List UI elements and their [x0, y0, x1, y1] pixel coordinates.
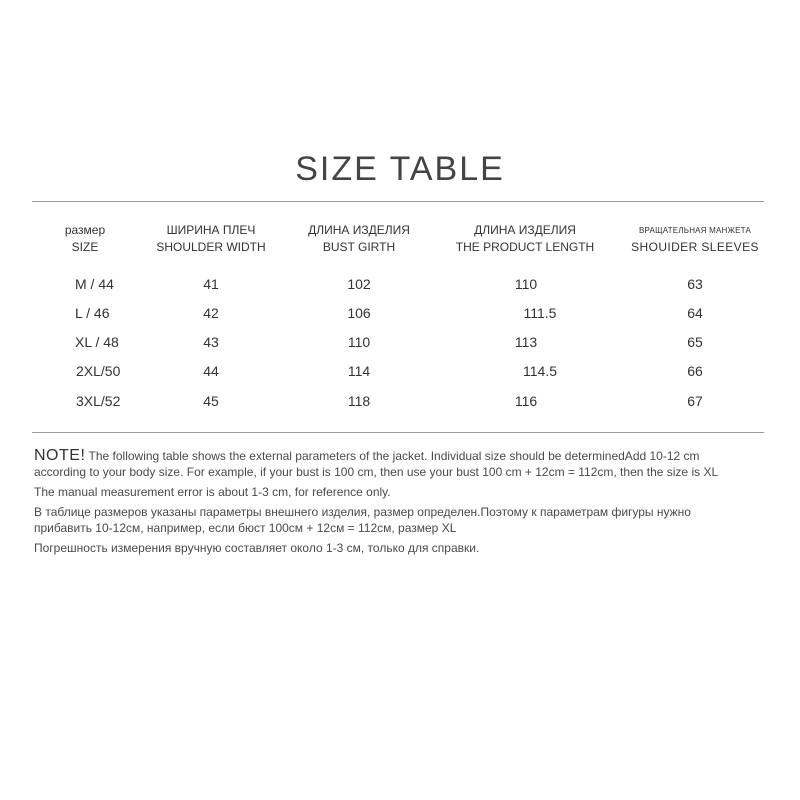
- note-ru-line-2: прибавить 10-12см, например, если бюст 100см + 12см = 112см, размер XL: [34, 521, 457, 535]
- cell-length: 110: [514, 276, 538, 292]
- header-product-length-en: THE PRODUCT LENGTH: [455, 240, 595, 254]
- cell-shoulder: 43: [203, 334, 219, 350]
- header-divider: [32, 201, 764, 202]
- size-notes: [34, 448, 770, 556]
- table-row: [0, 363, 800, 391]
- table-row: [0, 393, 800, 421]
- cell-length: 113: [514, 334, 538, 350]
- cell-size: M / 44: [75, 276, 114, 292]
- header-sleeves-en: SHOUIDER SLEEVES: [631, 240, 759, 254]
- note-label: NOTE!: [34, 447, 86, 464]
- cell-bust: 118: [347, 393, 371, 409]
- note-en-line-3: The manual measurement error is about 1-3 cm, for reference only.: [34, 485, 391, 499]
- cell-shoulder: 41: [203, 276, 219, 292]
- cell-shoulder: 42: [203, 305, 219, 321]
- note-ru-line-3: Погрешность измерения вручную составляет около 1-3 см, только для справки.: [34, 541, 480, 555]
- cell-length: 114.5: [523, 363, 557, 379]
- cell-sleeves: 65: [687, 334, 703, 350]
- cell-bust: 102: [347, 276, 371, 292]
- cell-size: XL / 48: [75, 334, 119, 350]
- header-product-length: [450, 222, 600, 256]
- footer-divider: [32, 432, 764, 433]
- note-en-line-2: according to your body size. For example, if your bust is 100 cm, then use your bust 100 cm + 12cm = 112cm, then the size is XL: [34, 465, 719, 479]
- header-shoulder-width-ru: ШИРИНА ПЛЕЧ: [166, 223, 256, 237]
- header-size-en: SIZE: [71, 240, 99, 254]
- cell-length: 116: [514, 393, 538, 409]
- header-sleeves: [620, 222, 770, 256]
- header-bust-girth-en: BUST GIRTH: [322, 240, 396, 254]
- size-table-title: SIZE TABLE: [295, 150, 505, 188]
- cell-length: 111.5: [523, 305, 557, 321]
- header-product-length-ru: ДЛИНА ИЗДЕЛИЯ: [474, 223, 576, 237]
- note-en-line-1: [34, 448, 770, 464]
- cell-bust: 110: [347, 334, 371, 350]
- cell-size: 3XL/52: [76, 393, 121, 409]
- header-shoulder-width: [142, 222, 280, 256]
- header-bust-girth: [290, 222, 428, 256]
- header-shoulder-width-en: SHOULDER WIDTH: [156, 240, 266, 254]
- note-en-line-1-text: The following table shows the external parameters of the jacket. Individual size should be determinedAdd 10-12 cm: [85, 449, 700, 463]
- table-row: [0, 276, 800, 304]
- cell-size: 2XL/50: [76, 363, 121, 379]
- cell-sleeves: 67: [687, 393, 703, 409]
- header-bust-girth-ru: ДЛИНА ИЗДЕЛИЯ: [308, 223, 410, 237]
- cell-shoulder: 44: [203, 363, 219, 379]
- cell-size: L / 46: [75, 305, 110, 321]
- header-size-ru: размер: [64, 223, 106, 237]
- cell-sleeves: 64: [687, 305, 703, 321]
- cell-shoulder: 45: [203, 393, 219, 409]
- note-ru-line-1: В таблице размеров указаны параметры внешнего изделия, размер определен.Поэтому к параметрам фигуры нужно: [34, 505, 691, 519]
- table-row: [0, 305, 800, 333]
- table-row: [0, 334, 800, 362]
- cell-sleeves: 63: [687, 276, 703, 292]
- header-sleeves-ru: ВРАЩАТЕЛЬНАЯ МАНЖЕТА: [639, 226, 751, 235]
- cell-sleeves: 66: [687, 363, 703, 379]
- cell-bust: 106: [347, 305, 371, 321]
- header-size: [45, 222, 125, 256]
- cell-bust: 114: [347, 363, 371, 379]
